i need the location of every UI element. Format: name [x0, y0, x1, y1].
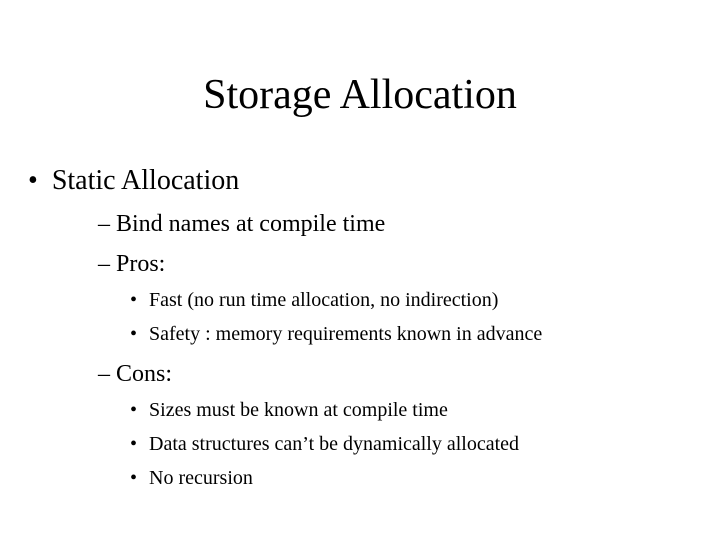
- cons-item-text: No recursion: [149, 467, 253, 489]
- bullet-text: Static Allocation: [51, 165, 240, 196]
- bullet-static-allocation: [28, 164, 239, 198]
- bullet-icon: •: [130, 467, 138, 489]
- bullet-icon: •: [28, 165, 38, 196]
- cons-item: [130, 397, 448, 423]
- subbullet-bind-names: [98, 209, 385, 239]
- bullet-icon: •: [130, 399, 138, 421]
- subbullet-pros: [98, 249, 165, 279]
- pros-item-text: Fast (no run time allocation, no indirection): [149, 289, 499, 311]
- subbullet-cons: [98, 359, 172, 389]
- pros-item: [130, 321, 542, 347]
- bullet-icon: •: [130, 433, 138, 455]
- pros-item: [130, 287, 498, 313]
- subbullet-text: Bind names at compile time: [116, 211, 386, 237]
- bullet-icon: •: [130, 323, 138, 345]
- subbullet-text: Cons:: [116, 361, 173, 387]
- bullet-icon: •: [130, 289, 138, 311]
- dash-icon: –: [98, 361, 110, 387]
- dash-icon: –: [98, 211, 110, 237]
- cons-item: [130, 465, 253, 491]
- dash-icon: –: [98, 251, 110, 277]
- cons-item: [130, 431, 519, 457]
- pros-item-text: Safety : memory requirements known in advance: [149, 323, 543, 345]
- slide-title: Storage Allocation: [203, 72, 517, 118]
- cons-item-text: Sizes must be known at compile time: [149, 399, 448, 421]
- subbullet-text: Pros:: [116, 251, 166, 277]
- cons-item-text: Data structures can’t be dynamically allocated: [149, 433, 520, 455]
